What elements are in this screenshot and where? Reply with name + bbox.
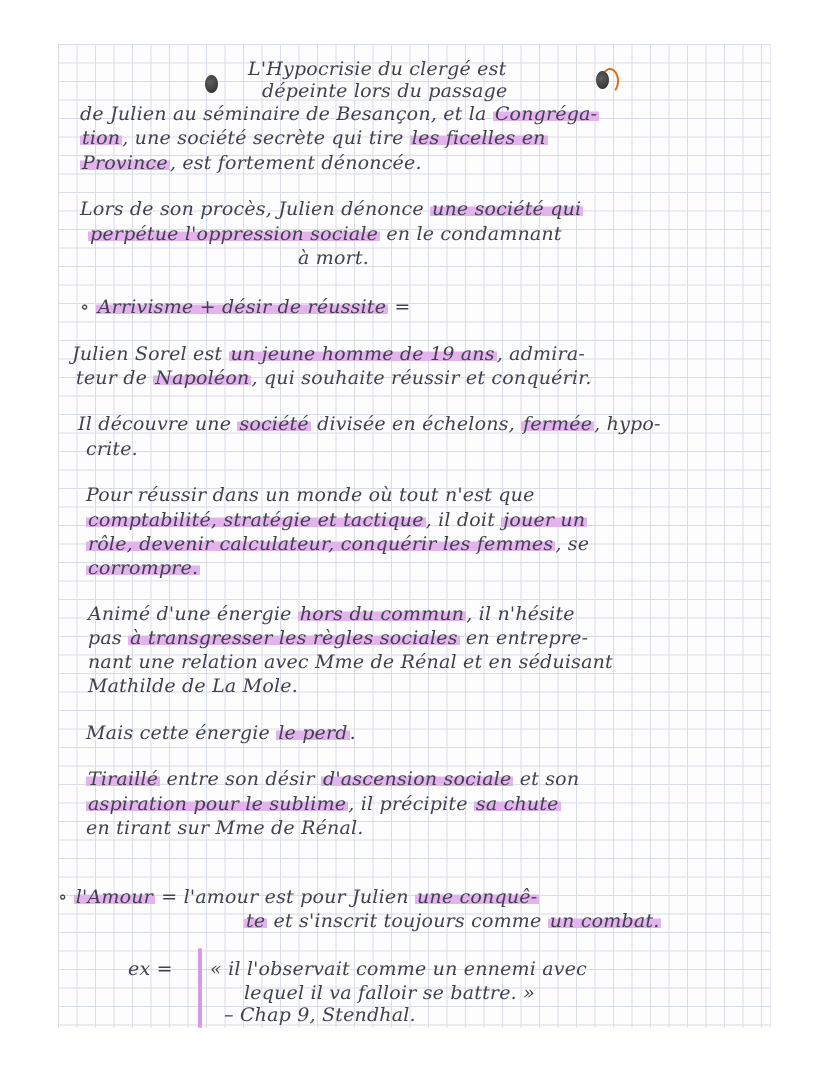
page-title-line-1: L'Hypocrisie du clergé est <box>248 58 507 80</box>
paragraph-line: te et s'inscrit toujours comme un combat. <box>246 910 660 932</box>
paragraph-line: Pour réussir dans un monde où tout n'est que <box>86 484 535 506</box>
paragraph-line: crite. <box>86 438 138 460</box>
paragraph-line: Il découvre une société divisée en échelons, fermée , hypo- <box>78 413 661 435</box>
paragraph-line: rôle, devenir calculateur, conquérir les femmes , se <box>88 533 590 555</box>
paragraph-line: à mort. <box>298 247 369 269</box>
section-heading-arrivisme: ∘ Arrivisme + désir de réussite = <box>80 296 411 318</box>
paragraph-line: Julien Sorel est un jeune homme de 19 ans , admira- <box>72 343 585 365</box>
example-label: ex = <box>128 958 173 980</box>
paragraph-line: Animé d'une énergie hors du commun , il n'hésite <box>88 603 575 625</box>
quote-source: – Chap 9, Stendhal. <box>224 1004 416 1026</box>
paragraph-line: perpétue l'oppression sociale en le condamnant <box>90 223 562 245</box>
paragraph-line: nant une relation avec Mme de Rénal et en séduisant <box>88 651 613 673</box>
paragraph-line: Mais cette énergie le perd . <box>86 722 356 744</box>
paragraph-line: Mathilde de La Mole. <box>88 675 298 697</box>
paragraph-line: pas à transgresser les règles sociales en entrepre- <box>88 627 589 649</box>
quote-line: lequel il va falloir se battre. » <box>244 982 535 1004</box>
paragraph-line: comptabilité, stratégie et tactique , il doit jouer un <box>88 509 586 531</box>
paragraph-line: en tirant sur Mme de Rénal. <box>86 817 364 839</box>
quote-bar <box>198 948 202 1028</box>
paragraph-line: Lors de son procès, Julien dénonce une société qui <box>80 198 582 220</box>
section-heading-amour: ∘ l'Amour = l'amour est pour Julien une conquê- <box>58 886 538 908</box>
paragraph-line: aspiration pour le sublime , il précipite sa chute <box>88 793 559 815</box>
binder-hole-icon <box>205 75 218 93</box>
paragraph-line: tion , une société secrète qui tire les ficelles en <box>82 127 546 149</box>
binder-hole-icon <box>596 71 609 89</box>
paragraph-line: teur de Napoléon , qui souhaite réussir et conquérir. <box>76 367 592 389</box>
quote-line: « il l'observait comme un ennemi avec <box>210 958 587 980</box>
paragraph-line: Tiraillé entre son désir d'ascension sociale et son <box>88 768 580 790</box>
bullet-icon: ∘ <box>58 886 68 908</box>
page-title-line-2: dépeinte lors du passage <box>262 80 508 102</box>
paragraph-line: Province , est fortement dénoncée. <box>82 152 422 174</box>
bullet-icon: ∘ <box>80 296 90 318</box>
paragraph-line: de Julien au séminaire de Besançon, et la Congréga- <box>80 103 598 125</box>
paragraph-line: corrompre. <box>88 557 199 579</box>
